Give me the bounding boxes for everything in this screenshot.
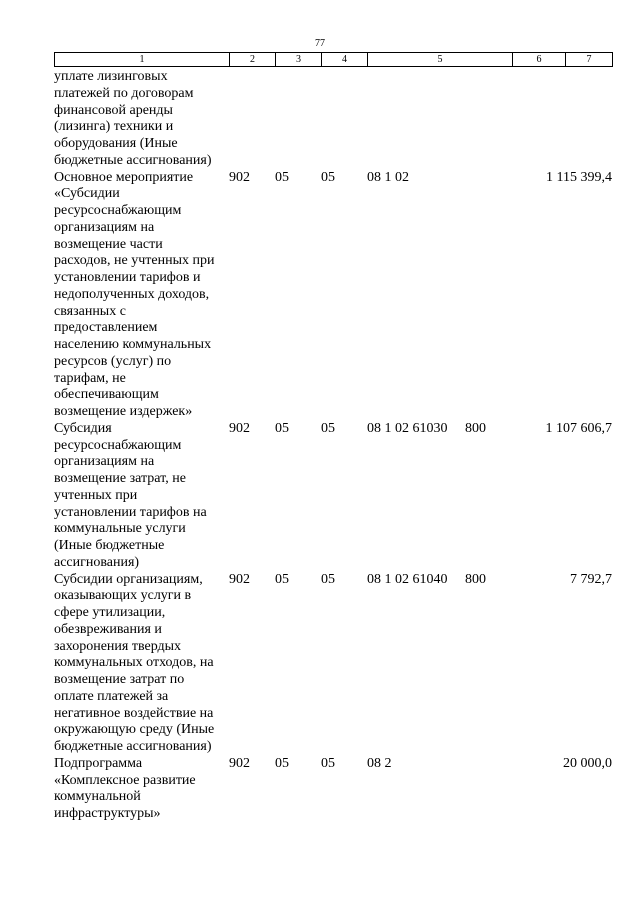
row-name: уплате лизинговых платежей по договорам финансовой аренды (лизинга) техники и оборудования (Иные бюджетные ассигнования) [54,69,212,168]
column-header-1: 1 [55,53,230,67]
row-name: Субсидии организациям, оказывающих услуги в сфере утилизации, обезвреживания и захоронения твердых коммунальных отходов, на возмещение затрат по оплате платежей за негативное воздействие на окружающую среду (Иные бюджетные ассигнования) [54,571,215,754]
budget-table-body [54,69,612,823]
row-vr: 800 [465,420,486,436]
column-header-3: 3 [276,53,322,67]
row-glava: 902 [229,169,250,185]
row-sum: 7 792,7 [570,571,612,587]
row-glava: 902 [229,755,250,771]
row-podrazdel: 05 [321,169,335,185]
row-csr: 08 1 02 61040 [367,571,448,587]
table-row [54,170,612,421]
row-podrazdel: 05 [321,571,335,587]
table-row [54,756,612,823]
row-sum: 1 107 606,7 [545,420,612,436]
row-name: Подпрограмма «Комплексное развитие коммунальной инфраструктуры» [54,755,196,821]
row-glava: 902 [229,571,250,587]
row-csr: 08 2 [367,755,392,771]
row-razdel: 05 [275,755,289,771]
row-name: Субсидия ресурсоснабжающим организациям на возмещение затрат, не учтенных при установлении тарифов на коммунальные услуги (Иные бюджетные ассигнования) [54,420,207,570]
row-podrazdel: 05 [321,755,335,771]
column-header-table [54,52,613,67]
row-razdel: 05 [275,571,289,587]
row-podrazdel: 05 [321,420,335,436]
column-header-4: 4 [322,53,368,67]
table-row [54,69,612,170]
row-vr: 800 [465,571,486,587]
row-sum: 1 115 399,4 [546,169,612,185]
column-header-5: 5 [368,53,513,67]
page-number: 77 [315,38,325,49]
column-header-6: 6 [513,53,566,67]
row-razdel: 05 [275,169,289,185]
row-csr: 08 1 02 [367,169,409,185]
table-row [54,572,612,756]
column-header-2: 2 [230,53,276,67]
row-sum: 20 000,0 [563,755,612,771]
row-glava: 902 [229,420,250,436]
row-csr: 08 1 02 61030 [367,420,448,436]
table-row [54,421,612,572]
column-header-7: 7 [566,53,613,67]
row-name: Основное мероприятие «Субсидии ресурсоснабжающим организациям на возмещение части расходов, не учтенных при установлении тарифов и недополученных доходов, связанных с предоставлением населению коммунальных ресурсов (услуг) по тарифам, не обеспечивающим возмещение издержек» [54,169,215,419]
row-razdel: 05 [275,420,289,436]
